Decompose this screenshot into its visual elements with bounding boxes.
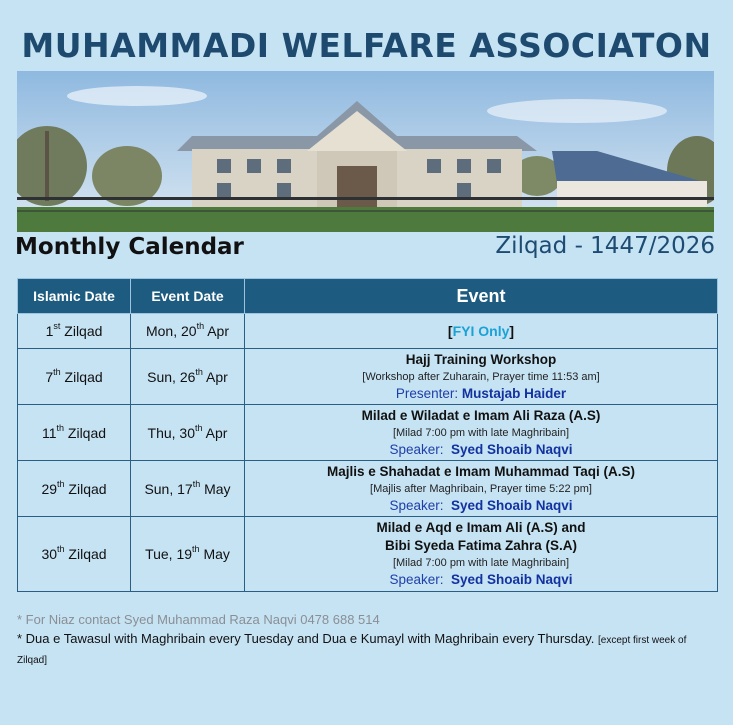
event-speaker: Speaker: Syed Shoaib Naqvi xyxy=(389,497,573,513)
table-row xyxy=(18,461,718,517)
event-date-cell: Sun, 17th May xyxy=(131,461,245,517)
event-title: Hajj Training Workshop xyxy=(405,351,557,367)
event-date-cell: Thu, 30th Apr xyxy=(131,405,245,461)
column-header-islamic-date: Islamic Date xyxy=(18,279,131,314)
event-date-cell: Mon, 20th Apr xyxy=(131,314,245,349)
calendar-heading: Monthly Calendar xyxy=(15,234,244,260)
event-note: [Majlis after Maghribain, Prayer time 5:22 pm] xyxy=(370,482,592,495)
footer-notes xyxy=(17,611,717,670)
table-row xyxy=(18,349,718,405)
event-cell xyxy=(245,405,718,461)
building-photo xyxy=(17,71,714,232)
month-label: Zilqad - 1447/2026 xyxy=(495,233,715,259)
event-speaker: Speaker: Syed Shoaib Naqvi xyxy=(389,441,573,457)
column-header-event: Event xyxy=(245,279,718,314)
event-cell xyxy=(245,461,718,517)
event-title: Majlis e Shahadat e Imam Muhammad Taqi (A.S) xyxy=(326,463,636,479)
event-title: Milad e Aqd e Imam Ali (A.S) and xyxy=(376,520,586,535)
event-note: [Milad 7:00 pm with late Maghribain] xyxy=(392,557,570,569)
event-date-cell: Tue, 19th May xyxy=(131,517,245,592)
table-row xyxy=(18,405,718,461)
islamic-date-cell: 30th Zilqad xyxy=(18,517,131,592)
fyi-label: FYI Only xyxy=(452,323,510,339)
niaz-contact-note: * For Niaz contact Syed Muhammad Raza Naqvi 0478 688 514 xyxy=(17,612,380,627)
dua-schedule-note: * Dua e Tawasul with Maghribain every Tuesday and Dua e Kumayl with Maghribain every Thursday. [except first week of Zilqad] xyxy=(17,631,687,666)
event-date-cell: Sun, 26th Apr xyxy=(131,349,245,405)
islamic-date-cell: 7th Zilqad xyxy=(18,349,131,405)
table-header-row xyxy=(18,279,718,314)
event-note: [Workshop after Zuharain, Prayer time 11:53 am] xyxy=(362,370,600,383)
islamic-date-cell: 1st Zilqad xyxy=(18,314,131,349)
column-header-event-date: Event Date xyxy=(131,279,245,314)
event-cell: [FYI Only] xyxy=(245,314,718,349)
event-speaker: Speaker: Syed Shoaib Naqvi xyxy=(389,572,573,587)
table-row xyxy=(18,314,718,349)
events-table xyxy=(17,278,718,592)
event-title: Milad e Wiladat e Imam Ali Raza (A.S) xyxy=(361,407,601,423)
event-title: Bibi Syeda Fatima Zahra (S.A) xyxy=(384,538,578,553)
event-cell xyxy=(245,349,718,405)
islamic-date-cell: 11th Zilqad xyxy=(18,405,131,461)
event-note: [Milad 7:00 pm with late Maghribain] xyxy=(392,426,570,439)
islamic-date-cell: 29th Zilqad xyxy=(18,461,131,517)
table-row xyxy=(18,517,718,592)
organization-title: MUHAMMADI WELFARE ASSOCIATON xyxy=(21,26,712,65)
event-cell xyxy=(245,517,718,592)
event-speaker: Presenter: Mustajab Haider xyxy=(395,385,567,401)
